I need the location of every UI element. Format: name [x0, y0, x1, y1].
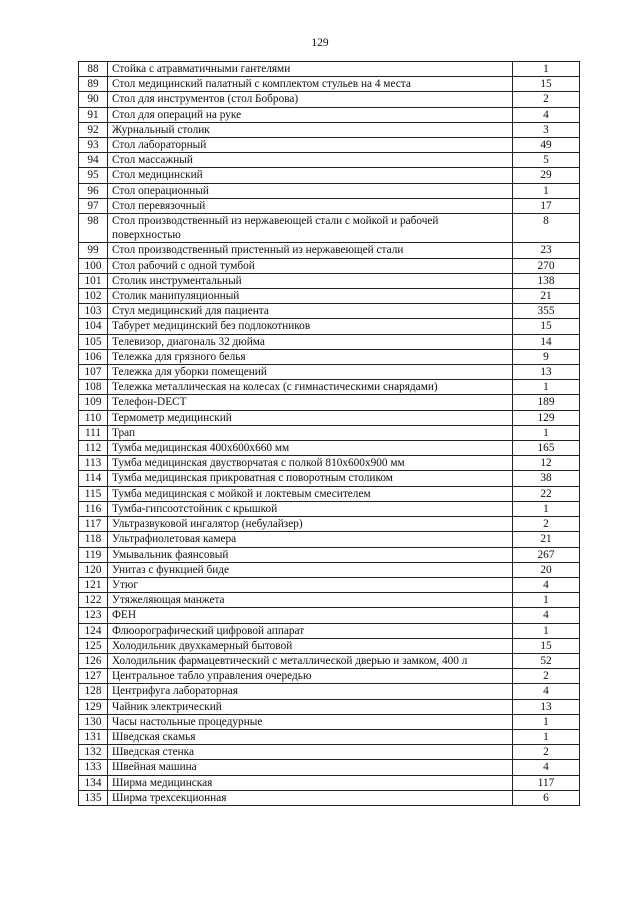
item-quantity: 4 — [513, 760, 580, 775]
table-row — [79, 258, 580, 273]
row-number: 116 — [79, 501, 108, 516]
row-number: 100 — [79, 258, 108, 273]
item-name: Чайник электрический — [108, 699, 513, 714]
row-number: 131 — [79, 729, 108, 744]
table-row — [79, 669, 580, 684]
item-name: Стол для операций на руке — [108, 107, 513, 122]
table-row — [79, 517, 580, 532]
row-number: 108 — [79, 380, 108, 395]
item-name: Ультрафиолетовая камера — [108, 532, 513, 547]
row-number: 91 — [79, 107, 108, 122]
table-row — [79, 334, 580, 349]
row-number: 96 — [79, 183, 108, 198]
item-quantity: 21 — [513, 289, 580, 304]
row-number: 101 — [79, 273, 108, 288]
item-quantity: 23 — [513, 243, 580, 258]
row-number: 135 — [79, 790, 108, 805]
row-number: 104 — [79, 319, 108, 334]
item-name: Холодильник двухкамерный бытовой — [108, 638, 513, 653]
table-row — [79, 138, 580, 153]
row-number: 120 — [79, 562, 108, 577]
item-name: Стол производственный пристенный из нержавеющей стали — [108, 243, 513, 258]
table-row — [79, 122, 580, 137]
item-name: Телевизор, диагональ 32 дюйма — [108, 334, 513, 349]
item-name: Стол лабораторный — [108, 138, 513, 153]
table-row — [79, 486, 580, 501]
item-name: Телефон-DECT — [108, 395, 513, 410]
item-quantity: 14 — [513, 334, 580, 349]
equipment-table-body — [79, 62, 580, 806]
item-quantity: 13 — [513, 365, 580, 380]
item-name: Стол перевязочный — [108, 198, 513, 213]
item-name: Тележка металлическая на колесах (с гимнастическими снарядами) — [108, 380, 513, 395]
item-name: Шведская стенка — [108, 745, 513, 760]
item-name: Табурет медицинский без подлокотников — [108, 319, 513, 334]
table-row — [79, 638, 580, 653]
row-number: 112 — [79, 441, 108, 456]
item-name: Утюг — [108, 577, 513, 592]
row-number: 94 — [79, 153, 108, 168]
table-row — [79, 365, 580, 380]
item-quantity: 165 — [513, 441, 580, 456]
row-number: 107 — [79, 365, 108, 380]
table-row — [79, 425, 580, 440]
item-quantity: 1 — [513, 501, 580, 516]
table-row — [79, 214, 580, 243]
item-name: Стул медицинский для пациента — [108, 304, 513, 319]
table-row — [79, 471, 580, 486]
item-quantity: 2 — [513, 669, 580, 684]
row-number: 113 — [79, 456, 108, 471]
row-number: 117 — [79, 517, 108, 532]
item-name: Тумба-гипсоотстойник с крышкой — [108, 501, 513, 516]
item-name: Термометр медицинский — [108, 410, 513, 425]
item-quantity: 1 — [513, 425, 580, 440]
item-name: ФЕН — [108, 608, 513, 623]
table-row — [79, 153, 580, 168]
row-number: 111 — [79, 425, 108, 440]
row-number: 128 — [79, 684, 108, 699]
item-quantity: 17 — [513, 198, 580, 213]
item-quantity: 267 — [513, 547, 580, 562]
item-quantity: 12 — [513, 456, 580, 471]
item-quantity: 117 — [513, 775, 580, 790]
table-row — [79, 790, 580, 805]
item-name: Утяжеляющая манжета — [108, 593, 513, 608]
table-row — [79, 107, 580, 122]
page-number: 129 — [311, 37, 329, 49]
item-quantity: 13 — [513, 699, 580, 714]
table-row — [79, 198, 580, 213]
item-name: Унитаз с функцией биде — [108, 562, 513, 577]
row-number: 125 — [79, 638, 108, 653]
row-number: 115 — [79, 486, 108, 501]
row-number: 114 — [79, 471, 108, 486]
item-quantity: 189 — [513, 395, 580, 410]
item-name: Стойка с атравматичными гантелями — [108, 62, 513, 77]
row-number: 106 — [79, 349, 108, 364]
row-number: 97 — [79, 198, 108, 213]
item-quantity: 355 — [513, 304, 580, 319]
item-name: Ширма медицинская — [108, 775, 513, 790]
item-quantity: 1 — [513, 623, 580, 638]
table-row — [79, 501, 580, 516]
row-number: 88 — [79, 62, 108, 77]
row-number: 132 — [79, 745, 108, 760]
table-row — [79, 684, 580, 699]
item-quantity: 5 — [513, 153, 580, 168]
row-number: 105 — [79, 334, 108, 349]
item-name: Центрифуга лабораторная — [108, 684, 513, 699]
item-quantity: 38 — [513, 471, 580, 486]
row-number: 122 — [79, 593, 108, 608]
table-row — [79, 623, 580, 638]
row-number: 126 — [79, 653, 108, 668]
table-row — [79, 729, 580, 744]
table-row — [79, 532, 580, 547]
table-row — [79, 92, 580, 107]
item-name: Ширма трехсекционная — [108, 790, 513, 805]
table-row — [79, 77, 580, 92]
table-row — [79, 319, 580, 334]
row-number: 109 — [79, 395, 108, 410]
item-quantity: 2 — [513, 745, 580, 760]
item-quantity: 6 — [513, 790, 580, 805]
item-quantity: 2 — [513, 517, 580, 532]
row-number: 99 — [79, 243, 108, 258]
item-quantity: 29 — [513, 168, 580, 183]
item-name: Часы настольные процедурные — [108, 714, 513, 729]
item-quantity: 1 — [513, 729, 580, 744]
table-row — [79, 714, 580, 729]
item-quantity: 1 — [513, 714, 580, 729]
item-name: Трап — [108, 425, 513, 440]
item-quantity: 3 — [513, 122, 580, 137]
table-row — [79, 183, 580, 198]
item-name: Столик манипуляционный — [108, 289, 513, 304]
table-row — [79, 593, 580, 608]
item-name: Швейная машина — [108, 760, 513, 775]
item-quantity: 129 — [513, 410, 580, 425]
item-quantity: 138 — [513, 273, 580, 288]
item-name: Шведская скамья — [108, 729, 513, 744]
equipment-table — [78, 61, 580, 806]
item-quantity: 1 — [513, 593, 580, 608]
row-number: 103 — [79, 304, 108, 319]
row-number: 90 — [79, 92, 108, 107]
item-quantity: 9 — [513, 349, 580, 364]
row-number: 130 — [79, 714, 108, 729]
item-name: Стол рабочий с одной тумбой — [108, 258, 513, 273]
item-quantity: 4 — [513, 608, 580, 623]
table-row — [79, 349, 580, 364]
row-number: 133 — [79, 760, 108, 775]
item-name: Тумба медицинская 400х600х660 мм — [108, 441, 513, 456]
table-row — [79, 547, 580, 562]
item-quantity: 15 — [513, 638, 580, 653]
row-number: 98 — [79, 214, 108, 243]
table-row — [79, 410, 580, 425]
table-row — [79, 760, 580, 775]
table-row — [79, 745, 580, 760]
item-quantity: 8 — [513, 214, 580, 243]
row-number: 93 — [79, 138, 108, 153]
item-name: Тумба медицинская прикроватная с поворотным столиком — [108, 471, 513, 486]
row-number: 129 — [79, 699, 108, 714]
item-name: Ультразвуковой ингалятор (небулайзер) — [108, 517, 513, 532]
item-name: Тележка для грязного белья — [108, 349, 513, 364]
table-row — [79, 653, 580, 668]
item-name: Стол производственный из нержавеющей стали с мойкой и рабочей поверхностью — [108, 214, 513, 243]
table-row — [79, 273, 580, 288]
table-row — [79, 456, 580, 471]
item-name: Флюорографический цифровой аппарат — [108, 623, 513, 638]
item-name: Стол медицинский — [108, 168, 513, 183]
item-name: Тумба медицинская двустворчатая с полкой 810х600х900 мм — [108, 456, 513, 471]
table-row — [79, 441, 580, 456]
item-quantity: 4 — [513, 107, 580, 122]
item-name: Стол медицинский палатный с комплектом стульев на 4 места — [108, 77, 513, 92]
row-number: 89 — [79, 77, 108, 92]
item-quantity: 15 — [513, 77, 580, 92]
row-number: 127 — [79, 669, 108, 684]
item-quantity: 52 — [513, 653, 580, 668]
table-row — [79, 289, 580, 304]
item-quantity: 1 — [513, 380, 580, 395]
row-number: 102 — [79, 289, 108, 304]
table-row — [79, 168, 580, 183]
item-name: Центральное табло управления очередью — [108, 669, 513, 684]
row-number: 134 — [79, 775, 108, 790]
item-quantity: 20 — [513, 562, 580, 577]
table-row — [79, 577, 580, 592]
row-number: 119 — [79, 547, 108, 562]
item-quantity: 1 — [513, 183, 580, 198]
item-quantity: 270 — [513, 258, 580, 273]
row-number: 95 — [79, 168, 108, 183]
item-quantity: 15 — [513, 319, 580, 334]
table-row — [79, 775, 580, 790]
item-name: Стол массажный — [108, 153, 513, 168]
row-number: 110 — [79, 410, 108, 425]
item-name: Столик инструментальный — [108, 273, 513, 288]
item-name: Журнальный столик — [108, 122, 513, 137]
table-row — [79, 395, 580, 410]
item-name: Стол для инструментов (стол Боброва) — [108, 92, 513, 107]
item-name: Холодильник фармацевтический с металлической дверью и замком, 400 л — [108, 653, 513, 668]
item-name: Тележка для уборки помещений — [108, 365, 513, 380]
row-number: 121 — [79, 577, 108, 592]
item-name: Стол операционный — [108, 183, 513, 198]
item-quantity: 4 — [513, 684, 580, 699]
item-name: Тумба медицинская с мойкой и локтевым смесителем — [108, 486, 513, 501]
table-row — [79, 62, 580, 77]
table-row — [79, 243, 580, 258]
item-quantity: 22 — [513, 486, 580, 501]
item-quantity: 1 — [513, 62, 580, 77]
table-row — [79, 699, 580, 714]
row-number: 92 — [79, 122, 108, 137]
row-number: 118 — [79, 532, 108, 547]
item-quantity: 21 — [513, 532, 580, 547]
item-quantity: 4 — [513, 577, 580, 592]
table-row — [79, 562, 580, 577]
table-row — [79, 608, 580, 623]
row-number: 124 — [79, 623, 108, 638]
item-name: Умывальник фаянсовый — [108, 547, 513, 562]
row-number: 123 — [79, 608, 108, 623]
table-row — [79, 304, 580, 319]
item-quantity: 2 — [513, 92, 580, 107]
table-row — [79, 380, 580, 395]
item-quantity: 49 — [513, 138, 580, 153]
